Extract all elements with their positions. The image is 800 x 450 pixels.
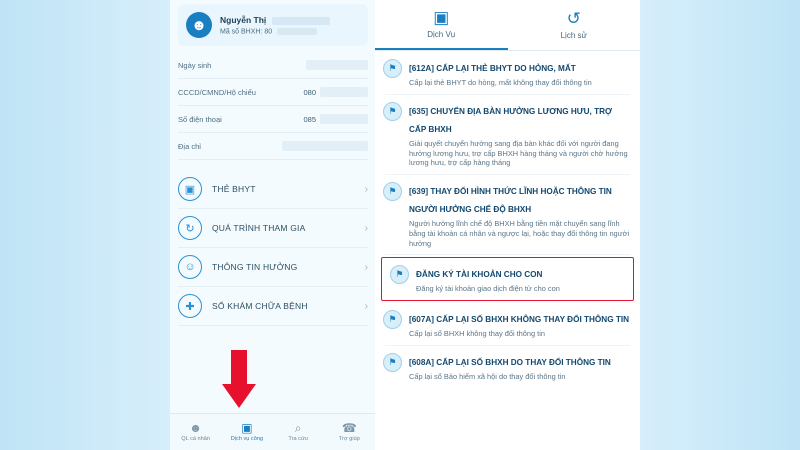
tab-label: QL cá nhân (181, 436, 210, 442)
menu-item-qua-trinh-tham-gia[interactable] (178, 209, 368, 248)
search-icon: ⌕ (294, 421, 302, 435)
form-value-id (303, 87, 368, 97)
red-arrow-annotation (222, 350, 256, 412)
tab-ql-ca-nhan[interactable] (172, 422, 220, 442)
profile-form (178, 52, 368, 160)
list-item-title: ĐĂNG KÝ TÀI KHOẢN CHO CON (416, 270, 543, 280)
menu-item-label: SỔ KHÁM CHỮA BỆNH (212, 301, 308, 311)
history-clock-icon: ↺ (566, 9, 581, 28)
medical-book-icon: ✚ (178, 294, 202, 318)
list-item-title: [612A] CẤP LẠI THẺ BHYT DO HỎNG, MẤT (409, 64, 576, 73)
list-item[interactable] (375, 175, 640, 254)
form-value-phone (303, 114, 368, 124)
list-item-desc: Người hưởng lĩnh chế độ BHXH bằng tiền mặt chuyển sang lĩnh bằng tài khoản cá nhân và ngược lại, hoặc thay đổi thông tin người hưởng (409, 219, 630, 248)
tab-label: Lịch sử (560, 31, 587, 40)
tab-label: Dịch vụ công (230, 436, 264, 442)
history-icon: ↻ (178, 216, 202, 240)
value-mask (282, 141, 368, 151)
form-row-id[interactable] (178, 79, 368, 106)
shield-icon: ⚑ (390, 265, 409, 284)
tab-tro-giup[interactable] (325, 422, 373, 442)
list-item[interactable] (375, 95, 640, 174)
card-icon: ▣ (178, 177, 202, 201)
form-row-address[interactable] (178, 133, 368, 160)
list-item-text (409, 101, 630, 168)
list-item-text (409, 58, 630, 88)
profile-card[interactable] (178, 4, 368, 46)
tab-dich-vu-cong[interactable] (223, 422, 271, 442)
list-item-title: [635] CHUYỂN ĐỊA BÀN HƯỞNG LƯƠNG HƯU, TRỢ CẤP BHXH (409, 106, 612, 134)
list-item[interactable] (375, 346, 640, 388)
form-value-birthdate (306, 60, 368, 70)
profile-subtitle: Mã số BHXH: 80 (220, 28, 273, 36)
bottom-tab-bar (170, 413, 375, 450)
headset-icon: ☎ (341, 421, 357, 435)
profile-subtitle-mask (277, 28, 317, 35)
form-row-phone[interactable] (178, 106, 368, 133)
list-item-title: [608A] CẤP LẠI SỐ BHXH DO THAY ĐỔI THÔNG TIN (409, 357, 611, 367)
list-item-title: [607A] CẤP LẠI SỐ BHXH KHÔNG THAY ĐỔI THÔNG TIN (409, 315, 630, 325)
menu-item-label: THẺ BHYT (212, 184, 256, 194)
list-item-desc: Cấp lại sổ Bảo hiểm xã hội do thay đổi thông tin (409, 371, 566, 381)
menu-item-label: QUÁ TRÌNH THAM GIA (212, 223, 306, 233)
list-item-desc: Giải quyết chuyển hưởng sang địa bàn khác đối với người đang hưởng lương hưu, trợ cấp BHXH hàng tháng và người chờ hưởng lương hưu, trợ cấp hàng tháng (409, 138, 628, 168)
tab-lich-su[interactable] (508, 0, 641, 50)
form-number-id: 080 (303, 87, 316, 97)
list-item-title: [639] THAY ĐỔI HÌNH THỨC LĨNH HOẶC THÔNG TIN NGƯỜI HƯỞNG CHẾ ĐỘ BHXH (409, 187, 612, 215)
tab-label: Trợ giúp (338, 436, 360, 442)
form-label-id: CCCD/CMND/Hộ chiếu (178, 87, 256, 97)
list-item[interactable] (375, 52, 640, 94)
user-circle-icon: ☻ (189, 421, 202, 435)
menu-item-thong-tin-huong[interactable] (178, 248, 368, 287)
tab-label: Dịch Vụ (427, 30, 456, 39)
list-item-dang-ky-tai-khoan-cho-con[interactable] (381, 257, 634, 301)
tab-dich-vu[interactable] (375, 0, 508, 50)
arrow-head (222, 384, 256, 408)
clipboard-icon: ▣ (433, 8, 450, 27)
form-label-birthdate: Ngày sinh (178, 60, 212, 70)
menu-item-the-bhyt[interactable] (178, 170, 368, 209)
tab-tra-cuu[interactable] (274, 422, 322, 442)
menu-item-label: THÔNG TIN HƯỞNG (212, 262, 298, 272)
profile-name: Nguyễn Thị (220, 14, 267, 25)
profile-text (220, 15, 330, 35)
service-list[interactable] (375, 52, 640, 450)
chevron-right-icon: › (364, 222, 368, 234)
chevron-right-icon: › (364, 183, 368, 195)
list-item-desc: Cấp lại sổ BHXH không thay đổi thông tin (409, 329, 545, 339)
form-number-phone: 085 (303, 114, 316, 124)
profile-name-mask (272, 17, 330, 25)
list-item[interactable] (375, 303, 640, 345)
arrow-shaft (231, 350, 247, 386)
services-icon: ▣ (241, 421, 253, 435)
profile-subtitle-row (220, 28, 330, 35)
account-menu (178, 170, 368, 326)
shield-icon: ⚑ (383, 102, 402, 121)
left-background (0, 0, 170, 450)
shield-icon: ⚑ (383, 182, 402, 201)
value-mask (320, 114, 368, 124)
list-item-text (416, 264, 623, 294)
divider (385, 254, 630, 255)
service-tabs (375, 0, 640, 51)
tab-label: Tra cứu (288, 436, 308, 442)
chevron-right-icon: › (364, 300, 368, 312)
list-item-text (409, 352, 630, 382)
list-item-desc: Đăng ký tài khoản giao dịch điện tử cho con (416, 284, 560, 294)
person-info-icon: ☺ (178, 255, 202, 279)
list-item-text (409, 309, 630, 339)
value-mask (320, 87, 368, 97)
avatar: ☻ (186, 12, 212, 38)
right-background (640, 0, 800, 450)
chevron-right-icon: › (364, 261, 368, 273)
shield-icon: ⚑ (383, 310, 402, 329)
form-label-phone: Số điện thoại (178, 114, 222, 124)
form-value-address (282, 141, 368, 151)
value-mask (306, 60, 368, 70)
menu-item-so-kham-chua-benh[interactable] (178, 287, 368, 326)
profile-name-row (220, 15, 330, 25)
list-item-text (409, 181, 630, 248)
shield-icon: ⚑ (383, 353, 402, 372)
shield-icon: ⚑ (383, 59, 402, 78)
form-label-address: Địa chỉ (178, 141, 201, 151)
form-row-birthdate[interactable] (178, 52, 368, 79)
list-item-desc: Cấp lại thẻ BHYT do hỏng, mất không thay đổi thông tin (409, 78, 592, 87)
